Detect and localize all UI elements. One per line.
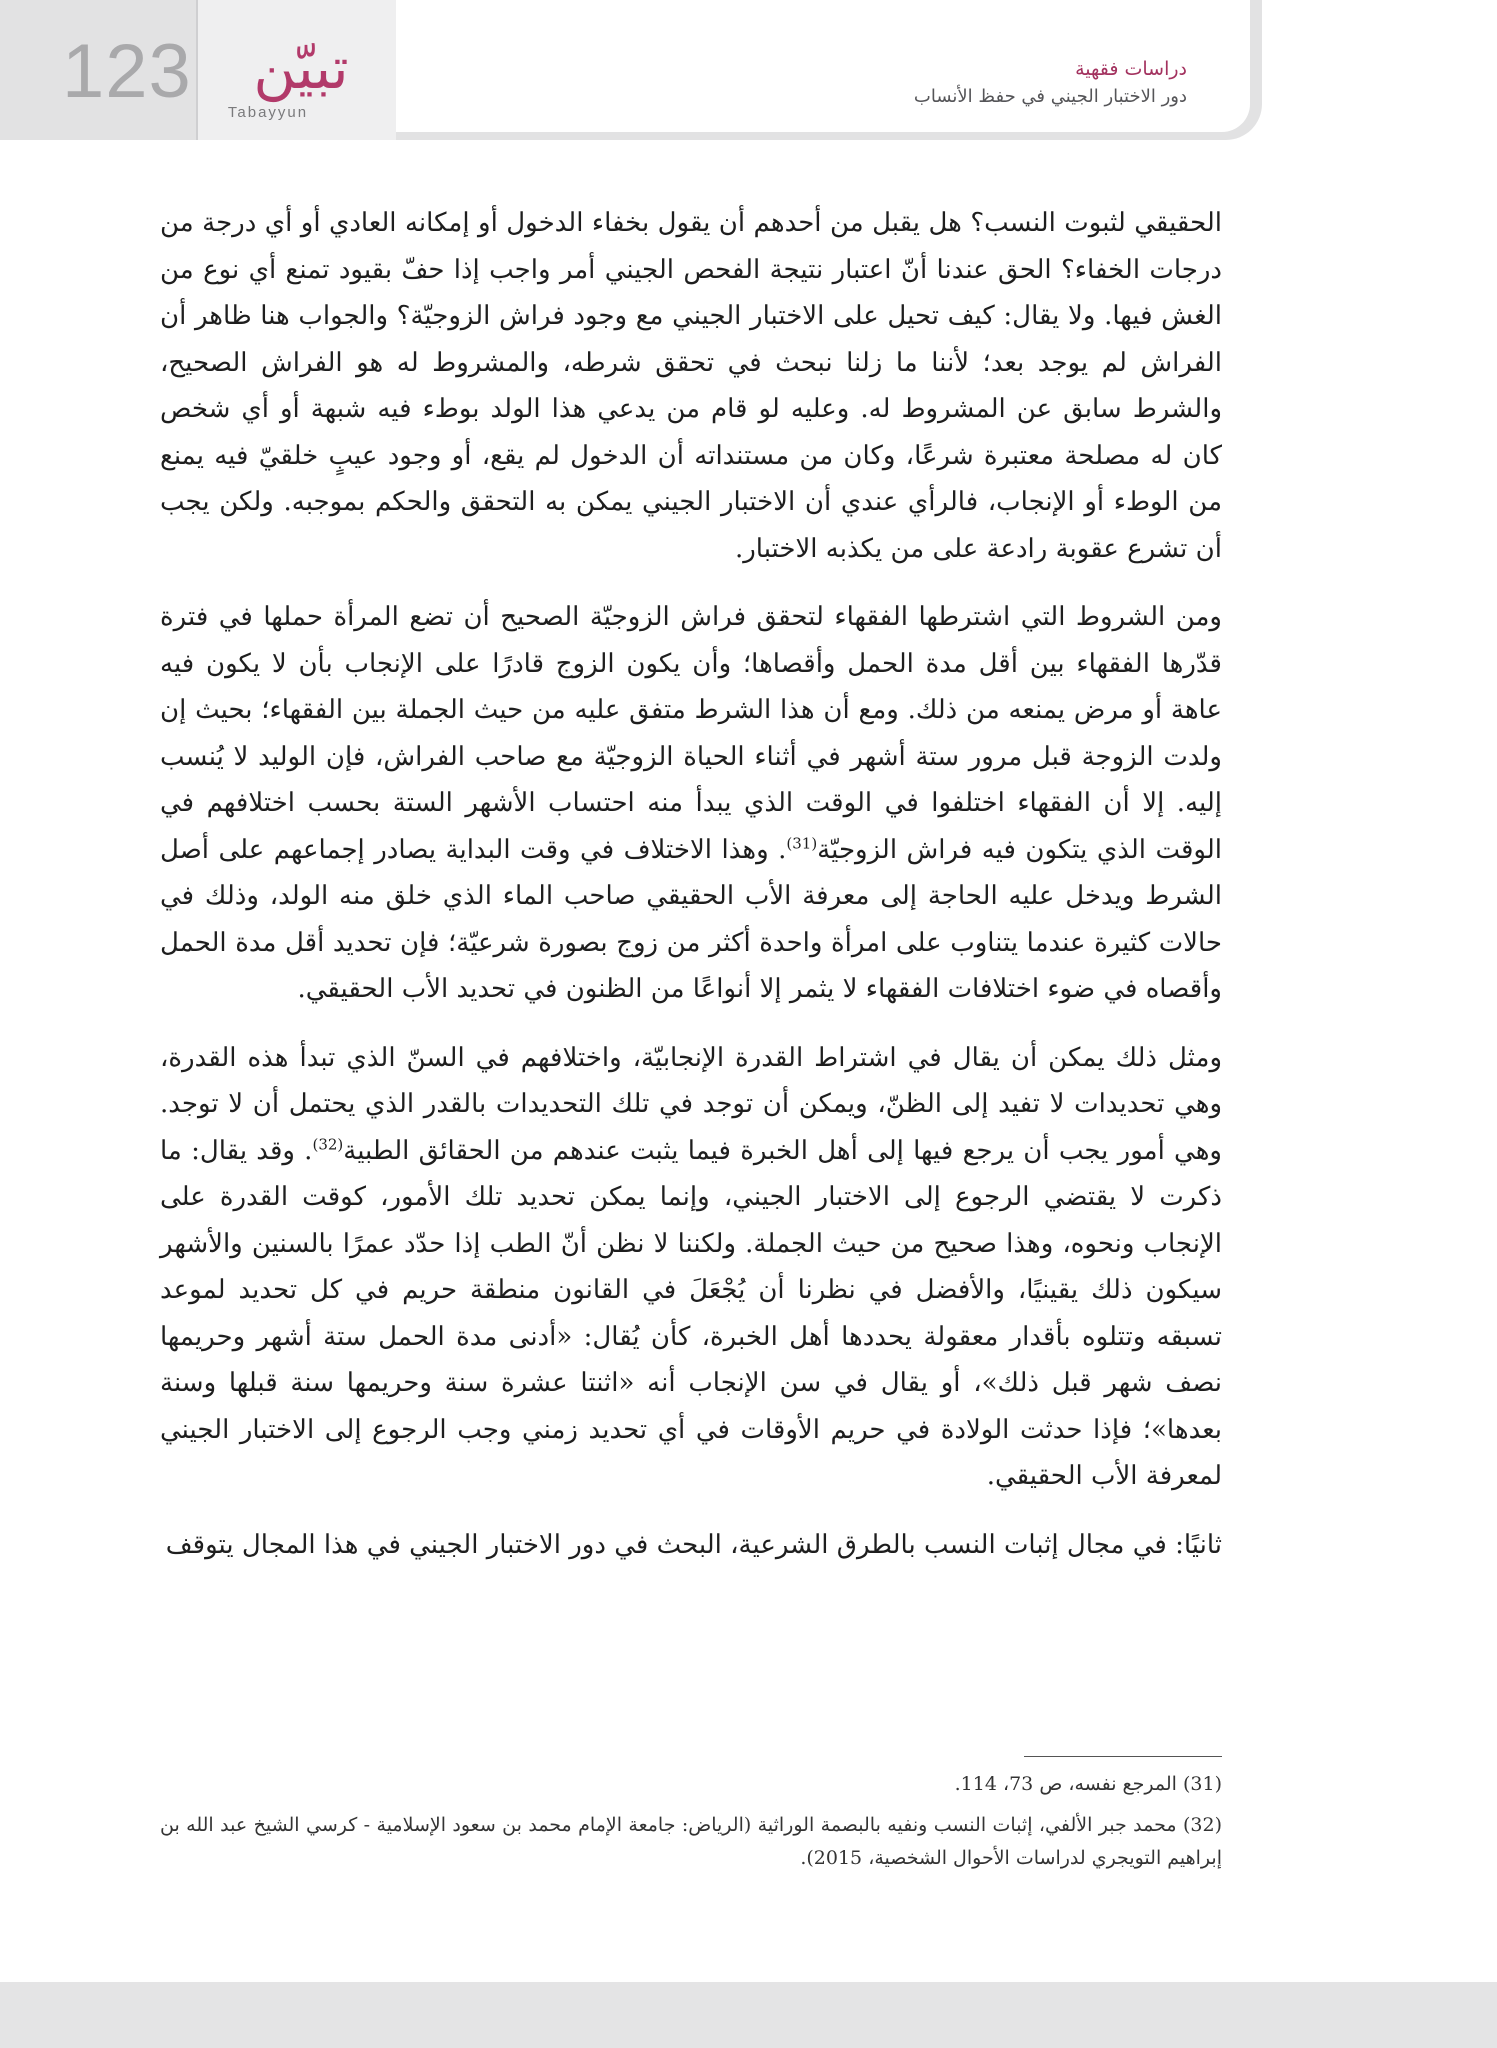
footnote-32: (32) محمد جبر الألفي، إثبات النسب ونفيه بالبصمة الوراثية (الرياض: جامعة الإمام محمد بن سعود الإسلامية - كرسي الشيخ عبد الله بن إبراهيم التويجري لدراسات الأحوال الشخصية، 2015). [160, 1814, 1222, 1869]
paragraph-4-text: ثانيًا: في مجال إثبات النسب بالطرق الشرعية، البحث في دور الاختبار الجيني في هذا المجال يتوقف [165, 1529, 1222, 1560]
paragraph-3-text-a: ومثل ذلك يمكن أن يقال في اشتراط القدرة الإنجابيّة، واختلافهم في السنّ الذي تبدأ هذه القدرة، وهي تحديدات لا تفيد إلى الظنّ، ويمكن أن توجد في تلك التحديدات بالقدر الذي يحتمل أن لا توجد. وهي أمور يجب أن يرجع فيها إلى أهل الخبرة فيما يثبت عندهم من الحقائق الطبية [160, 1042, 1223, 1166]
footnote-31: (31) المرجع نفسه، ص 73، 114. [954, 1773, 1222, 1795]
article-body [160, 200, 1222, 1590]
footer-band [0, 1982, 1497, 2048]
logo-arabic: تبيّن [253, 34, 349, 102]
footnote-ref-31[interactable]: (31) [786, 833, 818, 852]
paragraph-3-text-b: . وقد يقال: ما ذكرت لا يقتضي الرجوع إلى الاختبار الجيني، وإنما يمكن تحديد تلك الأمور، كوقت القدرة على الإنجاب ونحوه، وهذا صحيح من حيث الجملة. ولكننا لا نظن أنّ الطب إذا حدّد عمرًا بالسنين والأشهر سيكون ذلك يقينيًا، والأفضل في نظرنا أن يُجْعَلَ في القانون منطقة حريم في كل تحديد لموعد تسبقه وتتلوه بأقدار معقولة يحددها أهل الخبرة، كأن يُقال: «أدنى مدة الحمل ستة أشهر وحريمها نصف شهر قبل ذلك»، أو يقال في سن الإنجاب أنه «اثنتا عشرة سنة وحريمها سنة قبلها وسنة بعدها»؛ فإذا حدثت الولادة في حريم الأوقات في أي تحديد زمني وجب الرجوع إلى الاختبار الجيني لمعرفة الأب الحقيقي. [160, 1135, 1222, 1491]
paragraph-1-text: الحقيقي لثبوت النسب؟ هل يقبل من أحدهم أن يقول بخفاء الدخول أو إمكانه العادي أو أي درجة من درجات الخفاء؟ الحق عندنا أنّ اعتبار نتيجة الفحص الجيني أمر واجب إذا حفّ بقيود تمنع أي نوع من الغش فيها. ولا يقال: كيف تحيل على الاختبار الجيني مع وجود فراش الزوجيّة؟ والجواب هنا ظاهر أن الفراش لم يوجد بعد؛ لأننا ما زلنا نبحث في تحقق شرطه، والمشروط له هو الفراش الصحيح، والشرط سابق عن المشروط له. وعليه لو قام من يدعي هذا الولد بوطء فيه شبهة أو أي شخص كان له مصلحة معتبرة شرعًا، وكان من مستنداته أن الدخول لم يقع، أو وجود عيبٍ خلقيّ فيه يمنع من الوطء أو الإنجاب، فالرأي عندي أن الاختبار الجيني يمكن به التحقق والحكم بموجبه. ولكن يجب أن تشرع عقوبة رادعة على من يكذبه الاختبار. [160, 208, 1222, 564]
paragraph-4 [160, 1522, 1222, 1569]
paragraph-3 [160, 1035, 1222, 1500]
footnote-ref-32[interactable]: (32) [312, 1134, 344, 1153]
footnote-divider [1024, 1756, 1222, 1757]
section-title: دراسات فقهية [1075, 58, 1187, 80]
paragraph-2-text-a: ومن الشروط التي اشترطها الفقهاء لتحقق فراش الزوجيّة الصحيح أن تضع المرأة حملها في فترة قدّرها الفقهاء بين أقل مدة الحمل وأقصاها؛ وأن يكون الزوج قادرًا على الإنجاب بأن لا يكون فيه عاهة أو مرض يمنعه من ذلك. ومع أن هذا الشرط متفق عليه من حيث الجملة بين الفقهاء؛ بحيث إن ولدت الزوجة قبل مرور ستة أشهر في أثناء الحياة الزوجيّة مع صاحب الفراش، فإن الوليد لا يُنسب إليه. إلا أن الفقهاء اختلفوا في الوقت الذي يبدأ منه احتساب الأشهر الستة بحسب اختلافهم في الوقت الذي يتكون فيه فراش الزوجيّة [160, 602, 1222, 865]
paragraph-1 [160, 200, 1222, 572]
paragraph-2 [160, 594, 1222, 1013]
journal-logo [196, 0, 396, 140]
logo-latin: Tabayyun [227, 104, 309, 121]
paragraph-2-text-b: . وهذا الاختلاف في وقت البداية يصادر إجماعهم على أصل الشرط ويدخل عليه الحاجة إلى معرفة الأب الحقيقي صاحب الماء الذي خلق منه الولد، وذلك في حالات كثيرة عندما يتناوب على امرأة واحدة أكثر من زوج بصورة شرعيّة؛ فإن تحديد أقل مدة الحمل وأقصاه في ضوء اختلافات الفقهاء لا يثمر إلا أنواعًا من الظنون في تحديد الأب الحقيقي. [160, 834, 1222, 1004]
footnotes [160, 1768, 1222, 1883]
page-number-box [0, 0, 196, 140]
running-article-title: دور الاختبار الجيني في حفظ الأنساب [913, 86, 1187, 107]
page-number: 123 [62, 29, 192, 114]
